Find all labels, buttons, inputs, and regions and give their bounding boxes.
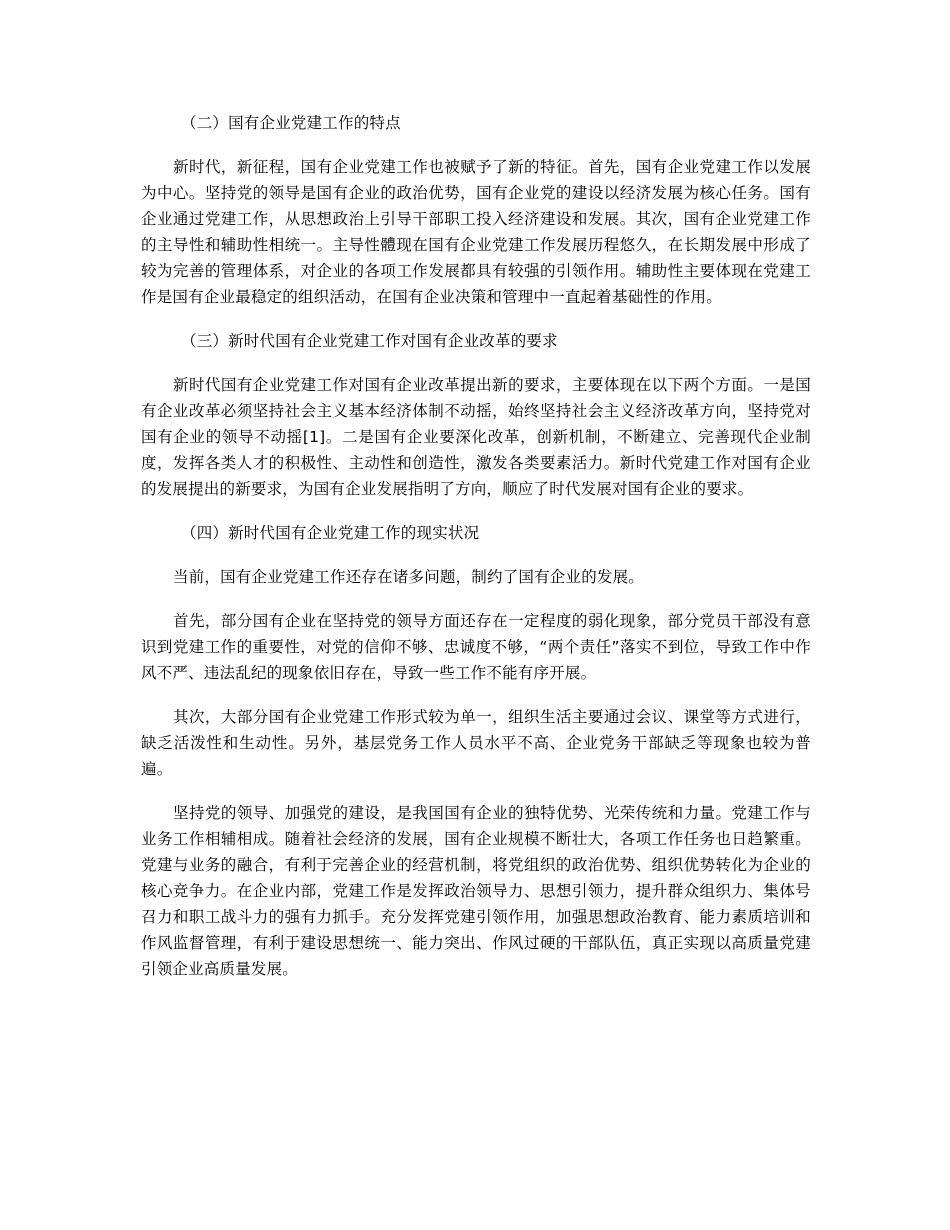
section-heading-3: （三）新时代国有企业党建工作对国有企业改革的要求 xyxy=(181,332,558,350)
paragraph-conclusion: 坚持党的领导、加强党的建设，是我国国有企业的独特优势、光荣传统和力量。党建工作与业务工作相辅相成。随着社会经济的发展，国有企业规模不断壮大，各项工作任务也日趋繁重。党建与业务的融合，有利于完善企业的经营机制，将党组织的政治优势、组织优势转化为企业的核心竞争力。在企业内部，党建工作是发挥政治领导力、思想引领力，提升群众组织力、集体号召力和职工战斗力的强有力抓手。充分发挥党建引领作用，加强思想政治教育、能力素质培训和作风监督管理，有利于建设思想统一、能力突出、作风过硬的干部队伍，真正实现以高质量党建引领企业高质量发展。 xyxy=(141,804,811,978)
section-heading-2: （二）国有企业党建工作的特点 xyxy=(181,114,401,132)
section-heading-4: （四）新时代国有企业党建工作的现实状况 xyxy=(181,524,480,542)
document-body xyxy=(141,110,811,1000)
paragraph-requirements: 新时代国有企业党建工作对国有企业改革提出新的要求，主要体现在以下两个方面。一是国有企业改革必须坚持社会主义基本经济体制不动摇，始终坚持社会主义经济改革方向，坚持党对国有企业的领导不动摇[1]。二是国有企业要深化改革，创新机制，不断建立、完善现代企业制度，发挥各类人才的积极性、主动性和创造性，激发各类要素活力。新时代党建工作对国有企业的发展提出的新要求，为国有企业发展指明了方向，顺应了时代发展对国有企业的要求。 xyxy=(141,376,811,498)
paragraph-current-status: 当前，国有企业党建工作还存在诸多问题，制约了国有企业的发展。 xyxy=(173,568,645,586)
paragraph-second-issue: 其次，大部分国有企业党建工作形式较为单一，组织生活主要通过会议、课堂等方式进行，缺乏活泼性和生动性。另外，基层党务工作人员水平不高、企业党务干部缺乏等现象也较为普遍。 xyxy=(141,708,811,778)
paragraph-features: 新时代，新征程，国有企业党建工作也被赋予了新的特征。首先，国有企业党建工作以发展为中心。坚持党的领导是国有企业的政治优势，国有企业党的建设以经济发展为核心任务。国有企业通过党建工作，从思想政治上引导干部职工投入经济建设和发展。其次，国有企业党建工作的主导性和辅助性相统一。主导性體现在国有企业党建工作发展历程悠久，在长期发展中形成了较为完善的管理体系，对企业的各项工作发展都具有较强的引领作用。辅助性主要体现在党建工作是国有企业最稳定的组织活动，在国有企业决策和管理中一直起着基础性的作用。 xyxy=(141,158,811,306)
paragraph-first-issue: 首先，部分国有企业在坚持党的领导方面还存在一定程度的弱化现象，部分党员干部没有意识到党建工作的重要性，对党的信仰不够、忠诚度不够，“两个责任”落实不到位，导致工作中作风不严、违法乱纪的现象依旧存在，导致一些工作不能有序开展。 xyxy=(141,612,811,682)
